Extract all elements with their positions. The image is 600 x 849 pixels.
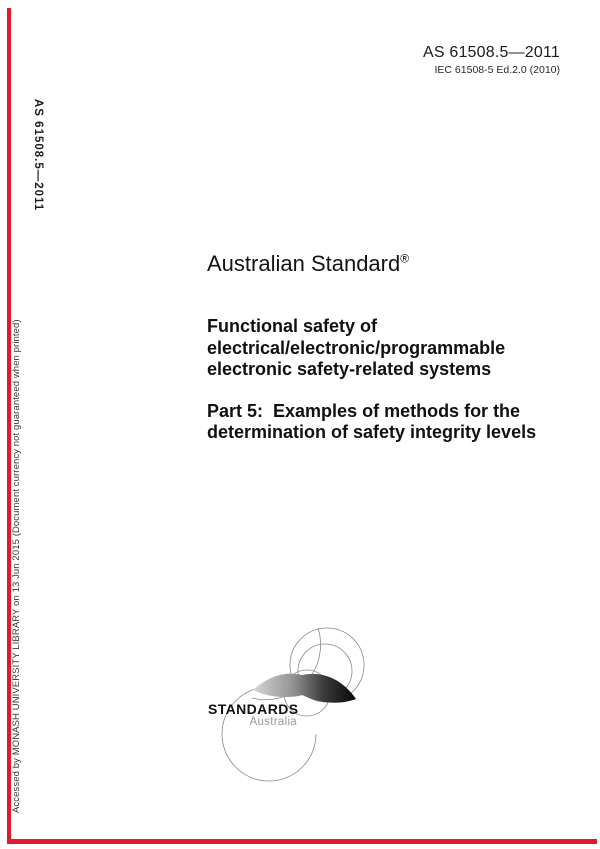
swirl-ribbon-dark	[285, 674, 356, 703]
standard-designation-block	[423, 44, 560, 76]
document-title	[207, 316, 536, 381]
spine-standard-number: AS 61508.5—2011	[32, 99, 44, 212]
logo-wordmark: STANDARDS	[208, 701, 299, 717]
publication-type-heading	[207, 251, 409, 277]
title-line-2: electrical/electronic/programmable	[207, 337, 506, 358]
publication-type-text: Australian Standard	[207, 251, 401, 276]
title-line-3: electronic safety-related systems	[207, 359, 492, 379]
title-line-1: Functional safety of	[207, 316, 378, 336]
logo-subtext: Australia	[249, 716, 297, 728]
part-title-line-1: Part 5: Examples of methods for the	[207, 400, 521, 421]
library-access-watermark: Accessed by MONASH UNIVERSITY LIBRARY on 13 Jun 2015 (Document currency not guaranteed when printed)	[11, 319, 22, 813]
part-title-line-2: determination of safety integrity levels	[207, 422, 537, 442]
standards-australia-logo	[205, 612, 405, 797]
standard-number: AS 61508.5—2011	[422, 44, 560, 61]
title-block	[207, 316, 536, 444]
iec-reference: IEC 61508-5 Ed.2.0 (2010)	[434, 64, 560, 76]
part-title	[207, 401, 536, 444]
registered-trademark-symbol: ®	[400, 251, 410, 266]
red-border-bottom	[7, 839, 597, 844]
